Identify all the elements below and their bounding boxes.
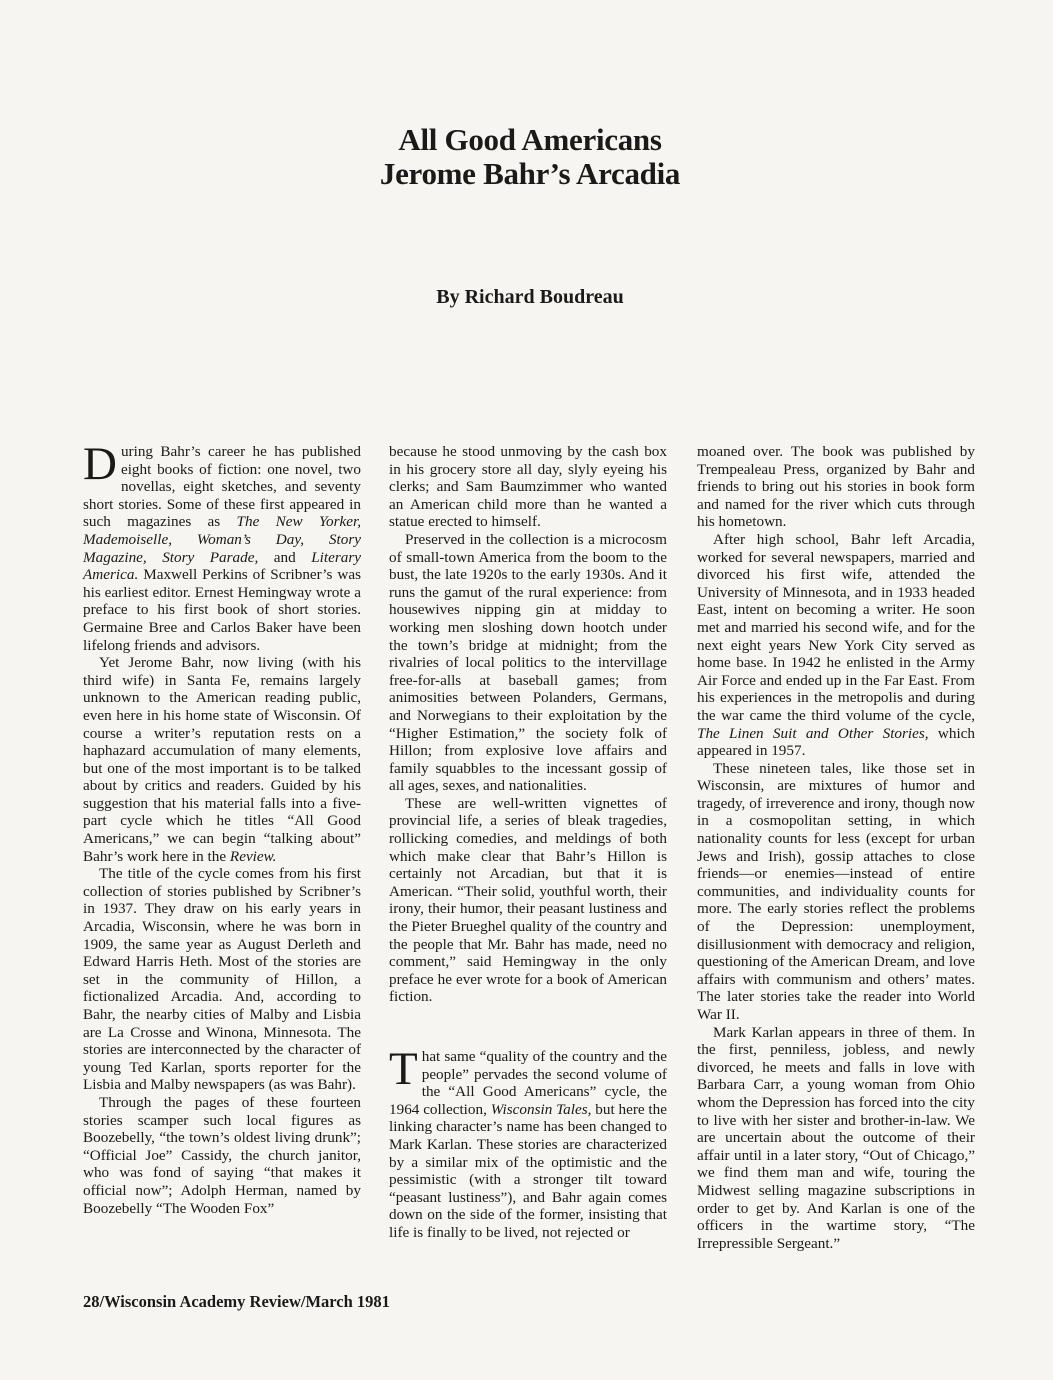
paragraph: During Bahr’s career he has published eight books of fiction: one novel, two novellas, eight sketches, and seventy short stories. Some of these first appeared in such magazines as The New Yorker, Mademoiselle, Woman’s Day, Story Magazine, Story Parade, and Literary America. Maxwell Perkins of Scribner’s was his earliest editor. Ernest Hemingway wrote a preface to his first book of short stories. Germaine Bree and Carlos Baker have been lifelong friends and advisors. <box>83 438 361 654</box>
drop-cap: D <box>83 438 117 490</box>
paragraph: moaned over. The book was published by Trempealeau Press, organized by Bahr and friends to bring out his stories in book form and named for the river which cuts through his hometown. <box>697 443 975 531</box>
paragraph: These nineteen tales, like those set in Wisconsin, are mixtures of humor and tragedy, of irreverence and irony, though now in a cosmopolitan setting, in which nationality counts for less (except for urban Jews and Irish), gossip attaches to close friends—or enemies—instead of entire communities, and individuality counts for more. The early stories reflect the problems of the Depression: unemployment, disillusionment with democracy and religion, questioning of the American Dream, and love affairs with communism and others’ mates. The later stories take the reader into World War II. <box>697 759 975 1023</box>
paragraph: because he stood unmoving by the cash box in his grocery store all day, slyly eyeing his clerks; and Sam Baumzimmer who wanted an American child more than he wanted a statue erected to himself. <box>389 443 667 531</box>
article-title-line2: Jerome Bahr’s Arcadia <box>379 156 681 191</box>
text-column-2 <box>389 443 667 1242</box>
drop-cap: T <box>389 1043 418 1095</box>
section-break <box>389 1006 667 1048</box>
page-footer-folio: 28/Wisconsin Academy Review/March 1981 <box>83 1292 390 1311</box>
paragraph: Preserved in the collection is a microcosm of small-town America from the boom to the bust, the late 1920s to the early 1930s. And it runs the gamut of the rural experience: from housewives nipping gin at midday to working men sloshing down hootch under the town’s bridge at midnight; from the rivalries of local politics to the intervillage free-for-alls at baseball games; from animosities between Polanders, Germans, and Norwegians to their exploitation by the “Higher Estimation,” the society folk of Hillon; from explosive love affairs and family squabbles to the incessant gossip of all ages, sexes, and nationalities. <box>389 530 667 795</box>
paragraph: Mark Karlan appears in three of them. In the first, penniless, jobless, and newly divorced, he meets and falls in love with Barbara Carr, a young woman from Ohio whom the Depression has forced into the city to live with her sister and brother-in-law. We are uncertain about the outcome of their affair until in a later story, “Out of Chicago,” we find them man and wife, touring the Midwest selling magazine subscriptions in order to get by. And Karlan is one of the officers in the wartime story, “The Irrepressible Sergeant.” <box>697 1023 975 1252</box>
paragraph: Through the pages of these fourteen stories scamper such local figures as Boozebelly, “the town’s oldest living drunk”; “Official Joe” Cassidy, the church janitor, who was fond of saying “that makes it official now”; Adolph Herman, named by Boozebelly “The Wooden Fox” <box>83 1093 361 1217</box>
paragraph: Yet Jerome Bahr, now living (with his third wife) in Santa Fe, remains largely unknown to the American reading public, even here in his home state of Wisconsin. Of course a writer’s reputation rests on a haphazard accumulation of many elements, but one of the most important is to be talked about by critics and readers. Guided by his suggestion that his material falls into a five-part cycle which he titles “All Good Americans,” we can begin “talking about” Bahr’s work here in the Review. <box>83 654 361 865</box>
paragraph: After high school, Bahr left Arcadia, worked for several newspapers, married and divorced his first wife, attended the University of Minnesota, and in 1933 headed East, intent on becoming a writer. He soon met and married his second wife, and for the next eight years New York City served as home base. In 1942 he enlisted in the Army Air Force and ended up in the Far East. From his experiences in the metropolis and during the war came the third volume of the cycle, The Linen Suit and Other Stories, which appeared in 1957. <box>697 530 976 760</box>
paragraph: These are well-written vignettes of provincial life, a series of bleak tragedies, rollicking comedies, and meldings of both which make clear that Bahr’s Hillon is certainly not Arcadian, but that it is American. “Their solid, youthful worth, their irony, their humor, their peasant lustiness and the Pieter Brueghel quality of the country and the people that Mr. Bahr has made, need no comment,” said Hemingway in the only preface he ever wrote for a book of American fiction. <box>389 794 667 1006</box>
article-title-line1: All Good Americans <box>398 122 662 157</box>
paragraph: That same “quality of the country and the people” pervades the second volume of the “All Good Americans” cycle, the 1964 collection, Wisconsin Tales, but here the linking character’s name has been changed to Mark Karlan. These stories are characterized by a similar mix of the optimistic and the pessimistic (with a stronger tilt toward “peasant lustiness”), and Bahr again comes down on the side of the former, insisting that life is finally to be lived, not rejected or <box>389 1043 667 1241</box>
paragraph: The title of the cycle comes from his first collection of stories published by Scribner’s in 1937. They draw on his early years in Arcadia, Wisconsin, where he was born in 1909, the same year as August Derleth and Edward Harris Heth. Most of the stories are set in the community of Hillon, a fictionalized Arcadia. And, according to Bahr, the nearby cities of Malby and Lisbia are La Crosse and Winona, Minnesota. The stories are interconnected by the character of young Ted Karlan, sports reporter for the Lisbia and Malby newspapers (as was Bahr). <box>83 865 361 1094</box>
text-column-1 <box>83 438 361 1217</box>
text-column-3 <box>697 443 975 1252</box>
article-byline: By Richard Boudreau <box>436 286 624 308</box>
